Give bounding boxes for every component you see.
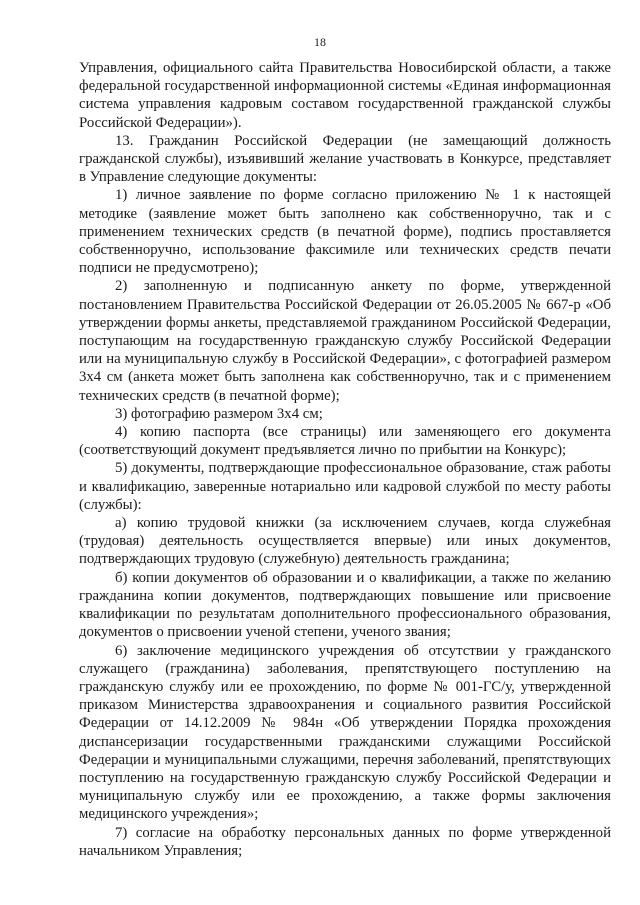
paragraph-item-1: 1) личное заявление по форме согласно приложению № 1 к настоящей методике (заявление может быть заполнено как собственноручно, так и с применением технических средств (в печатной форме), подпись проставляется собственноручно, использование факсимиле или технических средств печати подписи не предусмотрено); [79, 187, 611, 277]
paragraph-continuation: Управления, официального сайта Правительства Новосибирской области, а также федеральной государственной информационной системы «Единая информационная система управления кадровым составом государственной гражданской службы Российской Федерации»). [79, 60, 611, 131]
paragraph-item-13: 13. Гражданин Российской Федерации (не замещающий должность гражданской службы), изъявивший желание участвовать в Конкурсе, представляет в Управление следующие документы: [79, 132, 611, 186]
document-body [79, 59, 611, 860]
paragraph-item-3: 3) фотографию размером 3х4 см; [115, 405, 323, 422]
page-number: 18 [314, 35, 326, 49]
paragraph-item-5: 5) документы, подтверждающие профессиональное образование, стаж работы и квалификацию, заверенные нотариально или кадровой службой по месту работы (службы): [79, 460, 611, 513]
paragraph-item-5a: а) копию трудовой книжки (за исключением случаев, когда служебная (трудовая) деятельность осуществляется впервые) или иных документов, подтверждающих трудовую (служебную) деятельность гражданина; [79, 515, 611, 568]
paragraph-item-5b: б) копии документов об образовании и о квалификации, а также по желанию гражданина копии документов, подтверждающих повышение или присвоение квалификации по результатам дополнительного профессионального образования, документов о присвоении ученой степени, ученого звания; [79, 569, 611, 641]
paragraph-item-2: 2) заполненную и подписанную анкету по форме, утвержденной постановлением Правительства Российской Федерации от 26.05.2005 № 667-р «Об утверждении формы анкеты, представляемой гражданином Российской Федерации, поступающим на государственную гражданскую службу Российской Федерации или на муниципальную службу в Российской Федерации», с фотографией размером 3х4 см (анкета может быть заполнена как собственноручно, так и с применением технических средств (в печатной форме); [79, 278, 611, 404]
paragraph-item-6: 6) заключение медицинского учреждения об отсутствии у гражданского служащего (гражданина) заболевания, препятствующего поступлению на гражданскую службу или ее прохождению, по форме № 001-ГС/у, утвержденной приказом Министерства здравоохранения и социального развития Российской Федерации от 14.12.2009 № 984н «Об утверждении Порядка прохождения диспансеризации государственными гражданскими служащими Российской Федерации и муниципальными служащими, перечня заболеваний, препятствующих поступлению на государственную гражданскую службу Российской Федерации и муниципальную службу или ее прохождению, а также формы заключения медицинского учреждения»; [79, 642, 611, 823]
paragraph-item-4: 4) копию паспорта (все страницы) или заменяющего его документа (соответствующий документ предъявляется лично по прибытии на Конкурс); [79, 424, 611, 459]
paragraph-item-7: 7) согласие на обработку персональных данных по форме утвержденной начальником Управления; [79, 824, 611, 859]
